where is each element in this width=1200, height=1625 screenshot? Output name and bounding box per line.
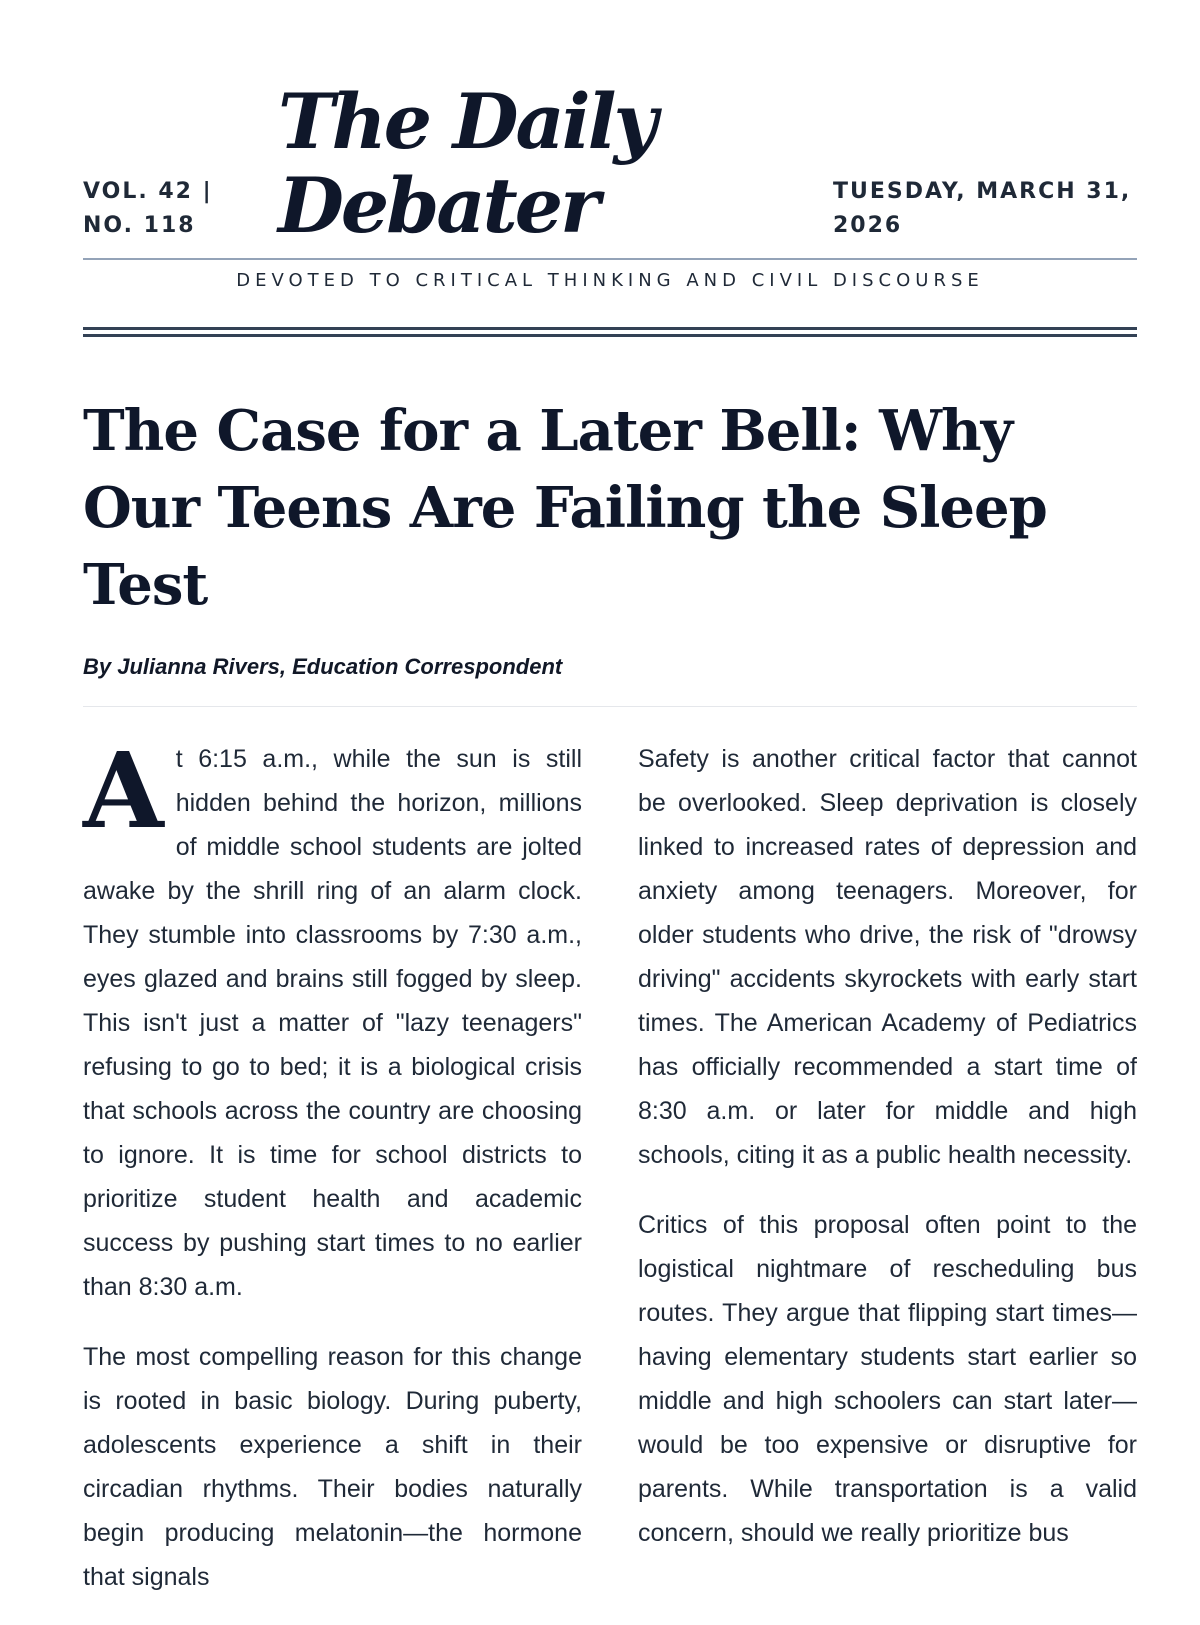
- divider: [83, 258, 1137, 260]
- double-divider: [83, 327, 1137, 337]
- volume-number: VOL. 42 | NO. 118: [83, 179, 213, 238]
- right-column: [638, 737, 1137, 1625]
- masthead: [83, 0, 1137, 258]
- newspaper-logo: [278, 77, 655, 250]
- headline: The Case for a Later Bell: Why Our Teens Are Failing the Sleep Test: [83, 398, 1047, 618]
- article-body: [83, 729, 1137, 1625]
- newspaper-page: [83, 0, 1137, 1625]
- issue-date: TUESDAY, MARCH 31, 2026: [833, 179, 1132, 238]
- paragraph: Safety is another critical factor that cannot be overlooked. Sleep deprivation is closely linked to increased rates of depression and anxiety among teenagers. Moreover, for older students who drive, the risk of "drowsy driving" accidents skyrockets with early start times. The American Academy of Pediatrics has officially recommended a start time of 8:30 a.m. or later for middle and high schools, citing it as a public health necessity.: [638, 745, 1137, 1169]
- paragraph: Critics of this proposal often point to the logistical nightmare of rescheduling bus routes. They argue that flipping start times—having elementary students start earlier so middle and high schoolers can start later—would be too expensive or disruptive for parents. While transportation is a valid concern, should we really prioritize bus: [638, 1211, 1137, 1547]
- divider: [83, 706, 1137, 707]
- byline: By Julianna Rivers, Education Correspondent: [83, 654, 563, 679]
- logo-line-1: The Daily: [278, 77, 655, 166]
- logo-line-2: Debater: [278, 161, 598, 250]
- paragraph-text: t 6:15 a.m., while the sun is still hidden behind the horizon, millions of middle school students are jolted awake by the shrill ring of an alarm clock. They stumble into classrooms by 7:30 a.m., eyes glazed and brains still fogged by sleep. This isn't just a matter of "lazy teenagers" refusing to go to bed; it is a biological crisis that schools across the country are choosing to ignore. It is time for school districts to prioritize student health and academic success by pushing start times to no earlier than 8:30 a.m.: [83, 745, 582, 1301]
- paragraph: [83, 729, 582, 1309]
- left-column: [83, 729, 582, 1625]
- paragraph: The most compelling reason for this change is rooted in basic biology. During puberty, adolescents experience a shift in their circadian rhythms. Their bodies naturally begin producing melatonin—the hormone that signals: [83, 1343, 582, 1591]
- drop-cap: A: [83, 729, 164, 852]
- tagline: DEVOTED TO CRITICAL THINKING AND CIVIL DISCOURSE: [236, 270, 984, 291]
